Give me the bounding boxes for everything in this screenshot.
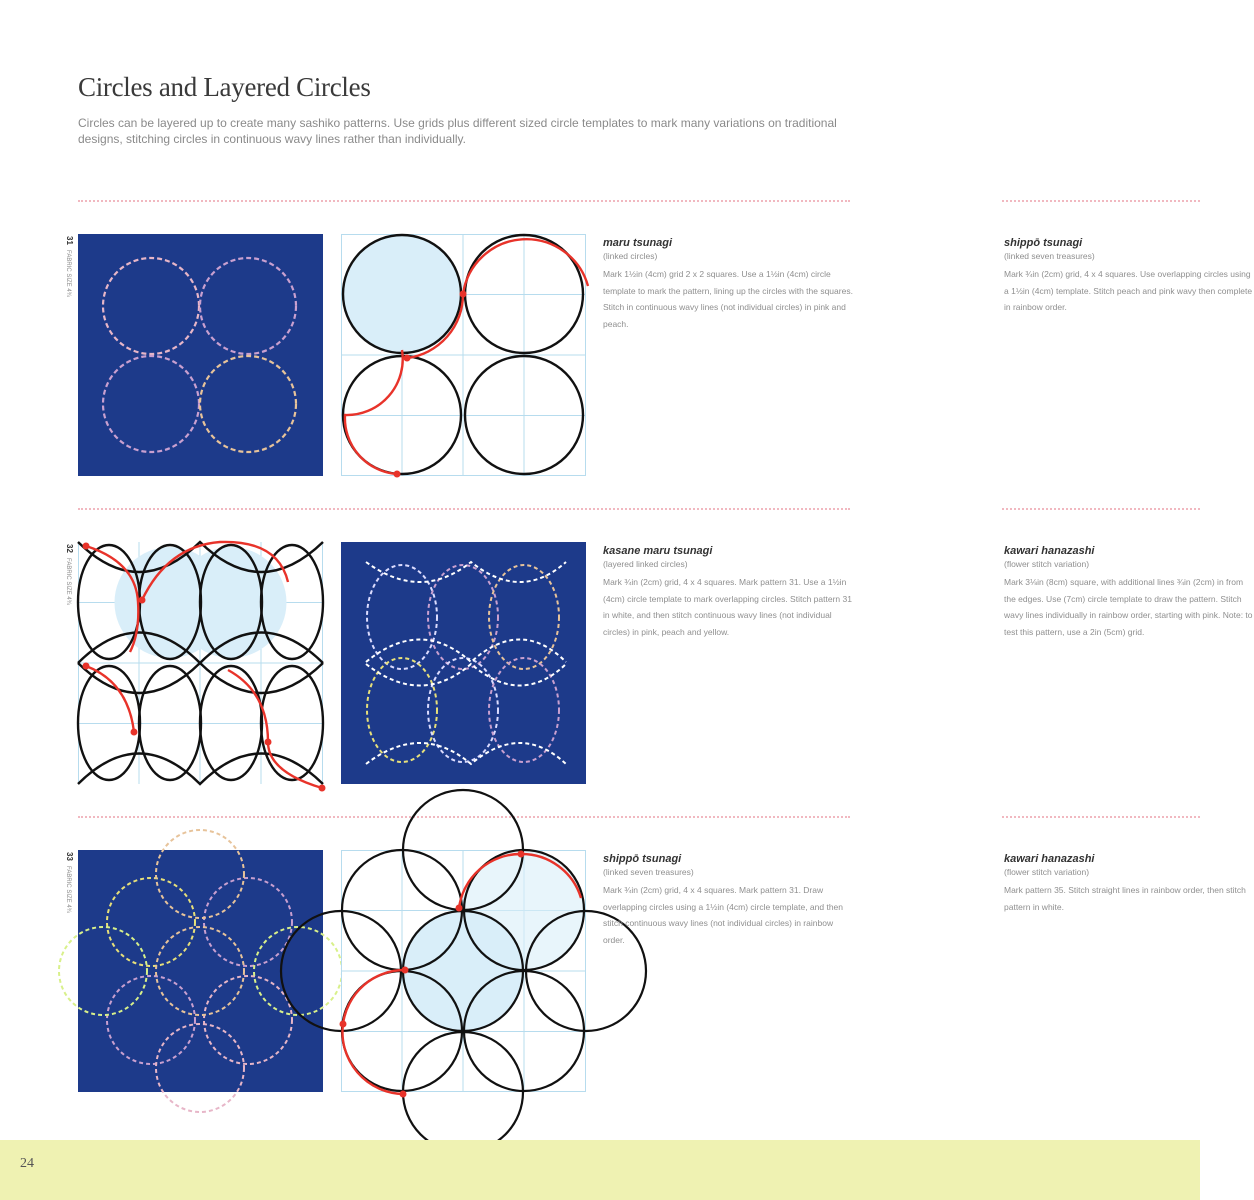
pattern-subtitle: (flower stitch variation): [1004, 867, 1090, 877]
stitched-sample-linked-circles: [78, 234, 323, 476]
stitched-sample-layered-linked-circles: [341, 542, 586, 784]
pattern-name: shippō tsunagi: [603, 853, 682, 865]
divider: [1002, 508, 1200, 510]
stitched-sample-seven-treasures: [78, 850, 323, 1092]
pattern-diagram-layered-linked-circles: [78, 542, 323, 784]
pattern-subtitle: (flower stitch variation): [1004, 559, 1090, 569]
pattern-instructions: Mark ¾in (2cm) grid, 4 x 4 squares. Mark pattern 31. Draw overlapping circles using a 1½in (4cm) circle template, and then stitch continuous wavy lines (not individual circles) in rainbow order.: [603, 885, 844, 945]
row-side-label: [56, 234, 72, 314]
pattern-name: shippō tsunagi: [1004, 237, 1083, 249]
pattern-instructions: Mark ¾in (2cm) grid, 4 x 4 squares. Use overlapping circles using a 1½in (4cm) template. Stitch peach and pink wavy then complete in rainbow order.: [1004, 269, 1253, 312]
divider: [78, 816, 850, 818]
pattern-description: [603, 544, 853, 640]
fabric-size-label: FABRIC SIZE 4¾: [65, 866, 71, 913]
divider: [78, 508, 850, 510]
row-side-label: [56, 850, 72, 930]
right-column-description: [1004, 852, 1254, 915]
pattern-number: 33: [65, 852, 74, 861]
pattern-number: 32: [65, 544, 74, 553]
divider: [1002, 816, 1200, 818]
pattern-name: maru tsunagi: [603, 237, 673, 249]
right-column-description: [1004, 544, 1254, 640]
pattern-instructions: Mark 3⅛in (8cm) square, with additional lines ¾in (2cm) in from the edges. Use (7cm) circle template to draw the pattern. Stitch wavy lines individually in rainbow order, starting with pink. Note: to test this pattern, use a 2in (5cm) grid.: [1004, 577, 1253, 637]
pattern-description: [603, 236, 853, 332]
pattern-diagram-linked-circles: [341, 234, 586, 476]
row-side-label: [56, 542, 72, 622]
pattern-name: kawari hanazashi: [1004, 545, 1095, 557]
fabric-size-label: FABRIC SIZE 4¾: [65, 558, 71, 605]
right-column-description: [1004, 236, 1254, 316]
pattern-instructions: Mark 1½in (4cm) grid 2 x 2 squares. Use a 1½in (4cm) circle template to mark the pattern, lining up the circles with the squares. Stitch in continuous wavy lines (not individual circles) in pink and peach.: [603, 269, 853, 329]
pattern-number: 31: [65, 236, 74, 245]
page-number: 24: [20, 1156, 34, 1171]
fabric-size-label: FABRIC SIZE 4¾: [65, 250, 71, 297]
pattern-subtitle: (linked seven treasures): [603, 867, 694, 877]
pattern-instructions: Mark ¾in (2cm) grid, 4 x 4 squares. Mark pattern 31. Use a 1½in (4cm) circle template to mark overlapping circles. Stitch pattern 31 in white, and then stitch continuous wavy lines (not individual circles) in pink, peach and yellow.: [603, 577, 852, 637]
pattern-name: kasane maru tsunagi: [603, 545, 713, 557]
pattern-subtitle: (layered linked circles): [603, 559, 688, 569]
footer-band: [0, 1140, 1200, 1200]
divider: [78, 200, 850, 202]
pattern-diagram-seven-treasures: [341, 850, 586, 1092]
pattern-instructions: Mark pattern 35. Stitch straight lines in rainbow order, then stitch pattern in white.: [1004, 885, 1246, 912]
page-title: Circles and Layered Circles: [78, 72, 371, 102]
divider: [1002, 200, 1200, 202]
pattern-subtitle: (linked seven treasures): [1004, 251, 1095, 261]
pattern-name: kawari hanazashi: [1004, 853, 1095, 865]
pattern-description: [603, 852, 853, 948]
pattern-subtitle: (linked circles): [603, 251, 658, 261]
page-intro: Circles can be layered up to create many sashiko patterns. Use grids plus different sized circle templates to mark many variations on traditional designs, stitching circles in continuous wavy lines rather than individually.: [78, 116, 837, 146]
